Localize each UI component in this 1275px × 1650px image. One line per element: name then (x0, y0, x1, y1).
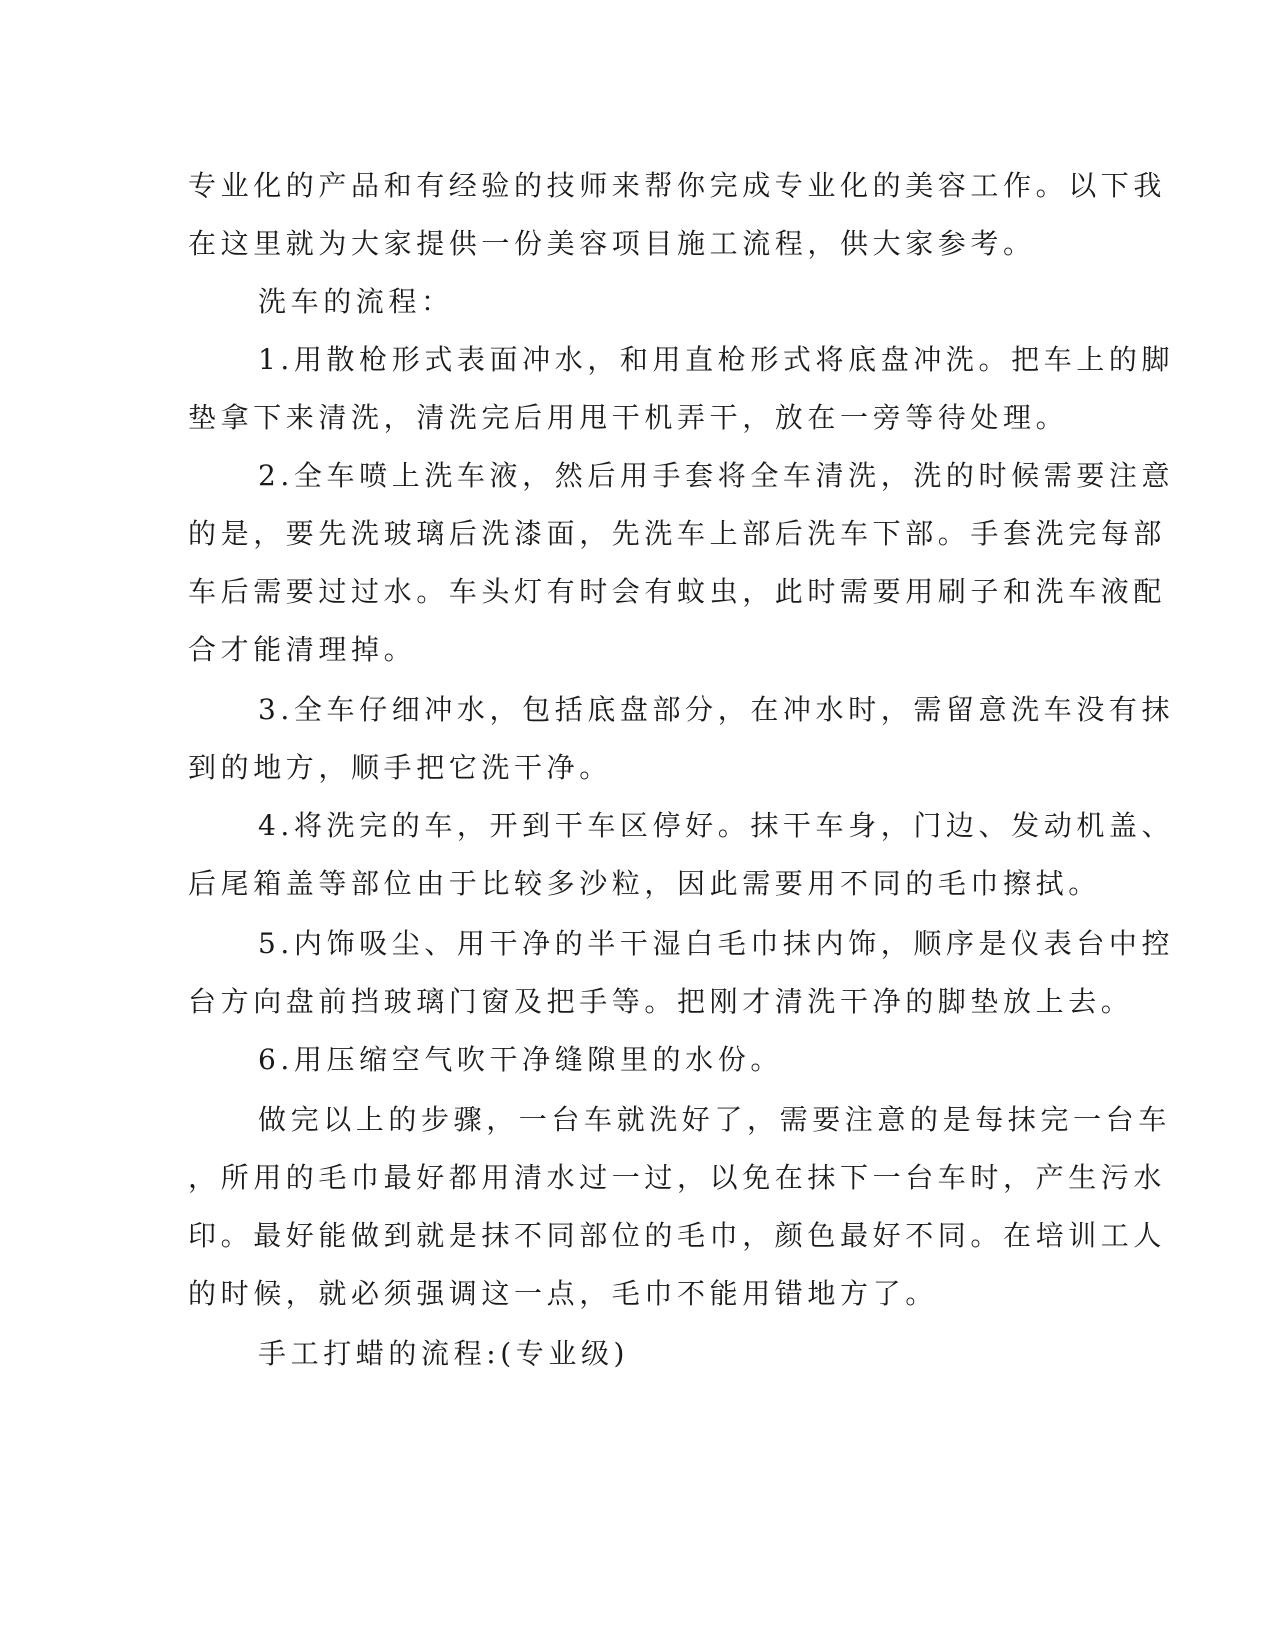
summary-line-3: 印。最好能做到就是抹不同部位的毛巾，颜色最好不同。在培训工人 (188, 1219, 1167, 1252)
step-1-line-1: 1.用散枪形式表面冲水，和用直枪形式将底盘冲洗。把车上的脚 (258, 343, 1175, 376)
step-1-line-2: 垫拿下来清洗，清洗完后用甩干机弄干，放在一旁等待处理。 (188, 401, 1069, 434)
step-6-line-1: 6.用压缩空气吹干净缝隙里的水份。 (258, 1043, 783, 1076)
step-2-line-4: 合才能清理掉。 (188, 633, 417, 666)
summary-line-4: 的时候，就必须强调这一点，毛巾不能用错地方了。 (188, 1277, 938, 1310)
step-2-line-2: 的是，要先洗玻璃后洗漆面，先洗车上部后洗车下部。手套洗完每部 (188, 517, 1167, 550)
intro-line-2: 在这里就为大家提供一份美容项目施工流程，供大家参考。 (188, 227, 1036, 260)
summary-line-1: 做完以上的步骤，一台车就洗好了，需要注意的是每抹完一台车 (258, 1103, 1171, 1136)
step-2-line-1: 2.全车喷上洗车液，然后用手套将全车清洗，洗的时候需要注意 (258, 459, 1175, 492)
section-heading-car-wash: 洗车的流程： (258, 285, 454, 318)
step-5-line-2: 台方向盘前挡玻璃门窗及把手等。把刚才清洗干净的脚垫放上去。 (188, 985, 1134, 1018)
step-5-line-1: 5.内饰吸尘、用干净的半干湿白毛巾抹内饰，顺序是仪表台中控 (258, 927, 1175, 960)
step-3-line-1: 3.全车仔细冲水，包括底盘部分，在冲水时，需留意洗车没有抹 (258, 693, 1175, 726)
summary-line-2: ，所用的毛巾最好都用清水过一过，以免在抹下一台车时，产生污水 (188, 1161, 1167, 1194)
step-2-line-3: 车后需要过过水。车头灯有时会有蚊虫，此时需要用刷子和洗车液配 (188, 575, 1167, 608)
intro-line-1: 专业化的产品和有经验的技师来帮你完成专业化的美容工作。以下我 (188, 169, 1167, 202)
step-4-line-1: 4.将洗完的车，开到干车区停好。抹干车身，门边、发动机盖、 (258, 809, 1175, 842)
step-3-line-2: 到的地方，顺手把它洗干净。 (188, 751, 612, 784)
section-heading-hand-waxing: 手工打蜡的流程:(专业级) (258, 1337, 630, 1370)
step-4-line-2: 后尾箱盖等部位由于比较多沙粒，因此需要用不同的毛巾擦拭。 (188, 867, 1101, 900)
